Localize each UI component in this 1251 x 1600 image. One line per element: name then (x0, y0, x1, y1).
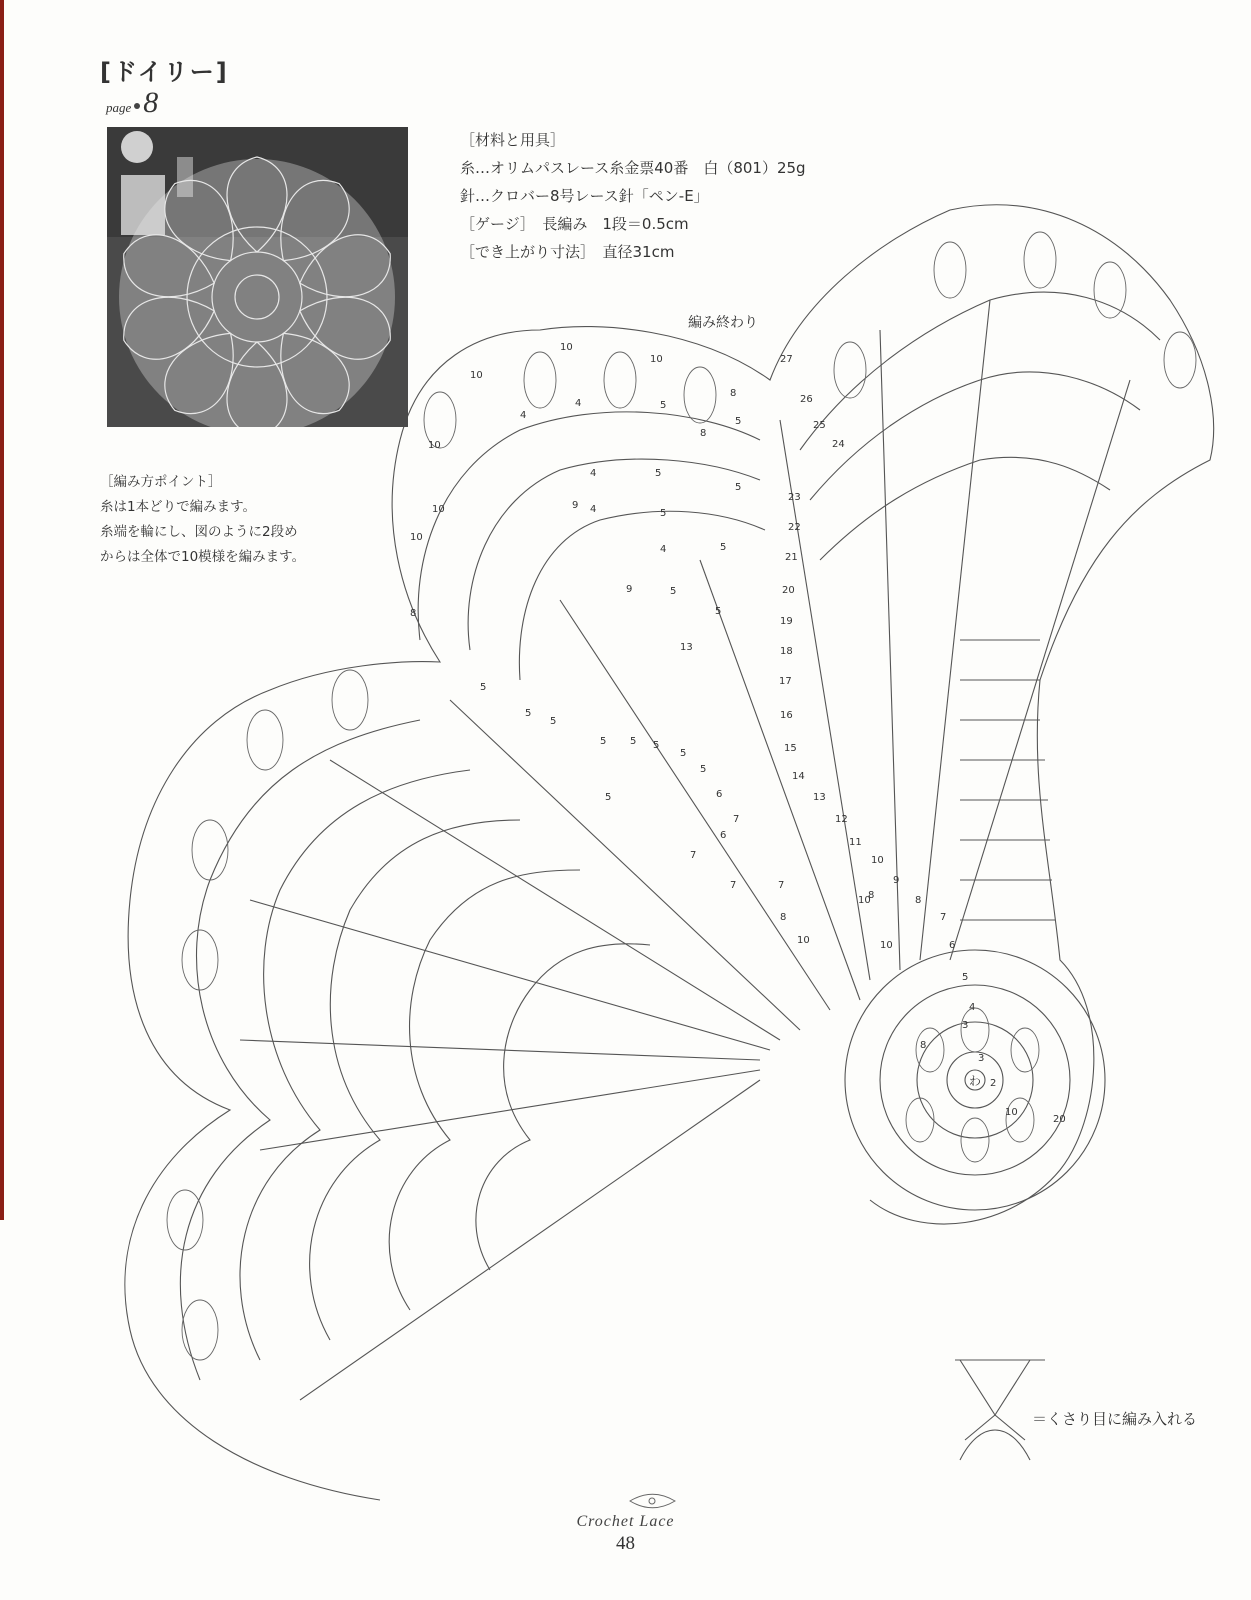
tips-heading: ［編み方ポイント］ (100, 474, 222, 490)
svg-text:20: 20 (782, 585, 795, 596)
svg-text:12: 12 (835, 814, 848, 825)
pattern-upper-label: 10 (428, 440, 441, 451)
pattern-upper-label: 5 (660, 508, 667, 519)
pattern-lower-label: 8 (920, 1040, 927, 1051)
pattern-lower-label: 5 (550, 716, 557, 727)
svg-text:4: 4 (969, 1002, 976, 1013)
tips-line-1: 糸は1本どりで編みます。 (100, 499, 257, 515)
svg-text:10: 10 (871, 855, 884, 866)
pattern-lower-label: 8 (780, 912, 787, 923)
svg-text:9: 9 (893, 875, 900, 886)
pattern-lower-label: 6 (720, 830, 727, 841)
page-ref-number: 8 (143, 86, 159, 119)
pattern-lower-label: 10 (797, 935, 810, 946)
pattern-lower-label: 10 (858, 895, 871, 906)
pattern-upper-label: 8 (700, 428, 707, 439)
row-number-labels (779, 354, 996, 1089)
center-ring-label: わ (969, 1074, 982, 1088)
pattern-upper-label: 4 (520, 410, 527, 421)
svg-text:17: 17 (779, 676, 792, 687)
pattern-upper-label: 10 (560, 342, 573, 353)
pattern-lower-label: 5 (630, 736, 637, 747)
tips-line-3: からは全体で10模様を編みます。 (100, 549, 306, 565)
pattern-upper-label: 5 (655, 468, 662, 479)
pattern-lower-label: 5 (653, 740, 660, 751)
footer-ornament-icon (630, 1494, 675, 1508)
svg-text:25: 25 (813, 420, 826, 431)
bullet-icon (134, 103, 140, 109)
materials-section (460, 126, 806, 266)
pattern-lower-label: 7 (690, 850, 697, 861)
svg-text:6: 6 (949, 940, 956, 951)
pattern-upper-label: 8 (410, 608, 417, 619)
materials-size: ［でき上がり寸法］ 直径31cm (460, 243, 675, 261)
pattern-upper-label: 10 (432, 504, 445, 515)
svg-text:15: 15 (784, 743, 797, 754)
svg-text:2: 2 (990, 1078, 997, 1089)
pattern-lower-label: 20 (1053, 1114, 1066, 1125)
pattern-upper-label: 5 (670, 586, 677, 597)
pattern-upper-label: 9 (572, 500, 579, 511)
pattern-lower-label: 5 (600, 736, 607, 747)
materials-yarn: 糸…オリムパスレース糸金票40番 白（801）25g (460, 159, 806, 177)
pattern-upper-label: 5 (660, 400, 667, 411)
pattern-lower-label: 7 (778, 880, 785, 891)
tips-line-2: 糸端を輪にし、図のように2段め (100, 524, 298, 540)
svg-text:18: 18 (780, 646, 793, 657)
svg-text:5: 5 (962, 972, 969, 983)
pattern-upper-label: 10 (410, 532, 423, 543)
pattern-lower-label: 5 (700, 764, 707, 775)
materials-gauge: ［ゲージ］ 長編み 1段＝0.5cm (460, 215, 689, 233)
pattern-upper-label: 5 (480, 682, 487, 693)
pattern-lower-label: 3 (962, 1020, 969, 1031)
pattern-upper-label: 5 (735, 416, 742, 427)
pattern-upper-label: 5 (735, 482, 742, 493)
svg-text:14: 14 (792, 771, 805, 782)
pattern-upper-label: 10 (470, 370, 483, 381)
doily-photo (107, 127, 408, 427)
pattern-upper-label: 8 (730, 388, 737, 399)
pattern-upper-label: 10 (650, 354, 663, 365)
pattern-lower-label: 6 (716, 789, 723, 800)
svg-text:19: 19 (780, 616, 793, 627)
pattern-lower-label: 7 (733, 814, 740, 825)
page-label: page (106, 100, 132, 115)
page-number: 48 (616, 1533, 635, 1554)
pattern-upper-label: 13 (680, 642, 693, 653)
legend-text: ＝くさり目に編み入れる (1032, 1410, 1198, 1428)
end-of-work-label: 編み終わり (688, 315, 758, 331)
svg-text:27: 27 (780, 354, 793, 365)
pattern-upper-label: 4 (590, 504, 597, 515)
footer-title: Crochet Lace (576, 1513, 675, 1530)
pattern-lower-label: 8 (868, 890, 875, 901)
svg-text:8: 8 (915, 895, 922, 906)
svg-text:3: 3 (978, 1053, 985, 1064)
svg-text:13: 13 (813, 792, 826, 803)
materials-hook: 針…クロバー8号レース針「ペン-E」 (460, 187, 709, 205)
pattern-upper-label: 5 (720, 542, 727, 553)
knitting-tips (100, 470, 305, 570)
pattern-upper-label: 5 (715, 606, 722, 617)
pattern-lower-label: 5 (680, 748, 687, 759)
pattern-upper-label: 4 (590, 468, 597, 479)
pattern-lower-label: 5 (605, 792, 612, 803)
pattern-upper-label: 4 (575, 398, 582, 409)
svg-text:22: 22 (788, 522, 801, 533)
pattern-upper-label: 4 (660, 544, 667, 555)
pattern-lower-label: 7 (730, 880, 737, 891)
svg-text:26: 26 (800, 394, 813, 405)
svg-text:24: 24 (832, 439, 845, 450)
materials-heading: ［材料と用具］ (460, 131, 566, 149)
svg-text:16: 16 (780, 710, 793, 721)
pattern-upper-label: 9 (626, 584, 633, 595)
pattern-lower-label: 10 (1005, 1107, 1018, 1118)
svg-text:21: 21 (785, 552, 798, 563)
page-reference (106, 86, 158, 120)
pattern-lower-label: 5 (525, 708, 532, 719)
page-title: [ドイリー] (100, 58, 229, 86)
svg-text:23: 23 (788, 492, 801, 503)
pattern-lower-label: 10 (880, 940, 893, 951)
svg-text:7: 7 (940, 912, 947, 923)
svg-text:11: 11 (849, 837, 862, 848)
